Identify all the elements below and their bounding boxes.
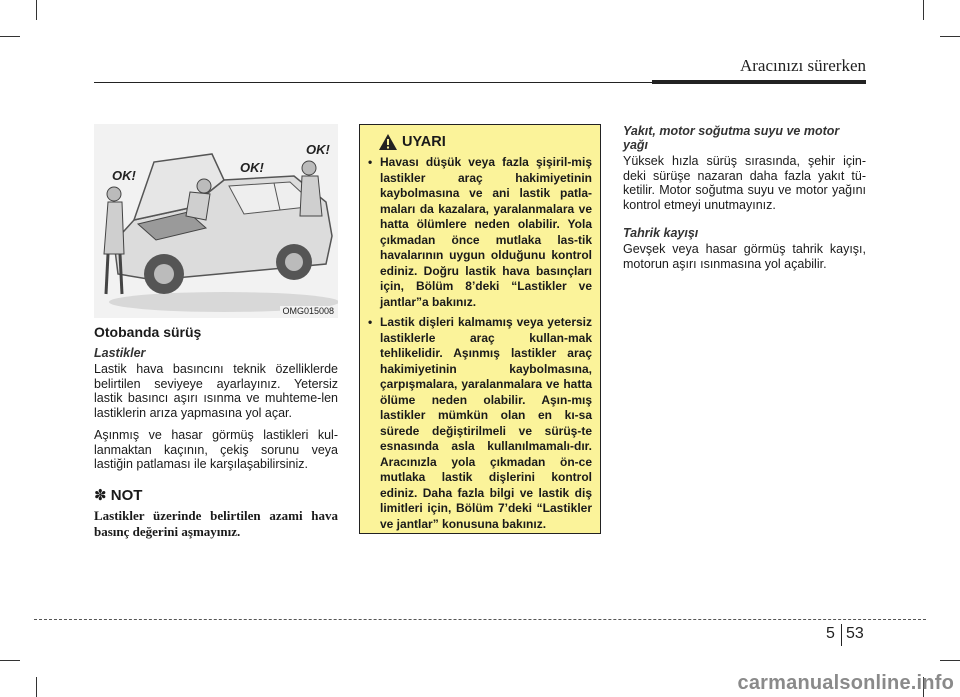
subsection-title: Tahrik kayışı bbox=[623, 226, 699, 240]
crop-mark bbox=[0, 36, 20, 37]
page-header-title: Aracınızı sürerken bbox=[739, 56, 866, 75]
watermark: carmanualsonline.info bbox=[737, 672, 954, 694]
warning-item: • Lastik dişleri kalmamış veya yetersiz lastiklerle araç kullan-mak tehlikelidir. Aşınmış lastikler araç hakimiyetinin kaybolmasına, çarpışmalara, yaralanmalara ve hatta ölüme neden olabilir. Aşın-mış lastikler mümkün olan en kı-sa sürede değiştirilmeli ve sürüş-te esnasında asla kullanılmamalı-dır. Aracınızla yola çıkmadan ön-ce mutlaka lastik dişlerini kontrol ediniz. Daha fazla bilgi ve lastik diş limitleri için, Bölüm 7’deki “Lastikler ve jantlar” konusuna bakınız. bbox=[368, 315, 592, 532]
chapter-number: 5 bbox=[826, 625, 835, 642]
crop-mark bbox=[923, 0, 924, 20]
page-number: 53 bbox=[846, 625, 864, 642]
footer-rule bbox=[34, 619, 926, 620]
crop-mark bbox=[36, 0, 37, 20]
right-column bbox=[623, 124, 866, 279]
subsection-title: Yakıt, motor soğutma suyu ve motor yağı bbox=[623, 124, 840, 152]
header-bar bbox=[652, 80, 866, 84]
warning-item: • Havası düşük veya fazla şişiril-miş lastikler araç hakimiyetinin kaybolmasına ve ani lastik patla-maları da kazalara, yaralanmalara ve hatta ölümlere neden olabilir. Yola çıkmadan önce mutlaka las-tik havalarının uygun olduğunu kontrol ediniz. Doğru lastik hava basınçları için, Bölüm 8’deki “Lastikler ve jantlar”a bakınız. bbox=[368, 155, 592, 310]
section-title: Otobanda sürüş bbox=[94, 324, 202, 340]
body-paragraph: Gevşek veya hasar görmüş tahrik kayışı, motorun aşırı ısınmasına yol açabilir. bbox=[623, 242, 866, 271]
ok-label: OK! bbox=[240, 160, 264, 175]
image-code: OMG015008 bbox=[282, 306, 334, 316]
note-text: Lastikler üzerinde belirtilen azami hava basınç değerini aşmayınız. bbox=[94, 507, 338, 539]
warning-heading: UYARI bbox=[402, 134, 446, 150]
subsection-title: Lastikler bbox=[94, 346, 146, 360]
crop-mark bbox=[940, 36, 960, 37]
left-column bbox=[94, 124, 338, 540]
crop-mark bbox=[36, 677, 37, 697]
warning-triangle-icon bbox=[378, 133, 398, 151]
ok-label: OK! bbox=[112, 168, 136, 183]
body-paragraph: Lastik hava basıncını teknik özelliklerde belirtilen seviyeye ayarlayınız. Yetersiz lastik basıncı aşırı ısınma ve muhteme-len lastiklerin arıza yapmasına yol açar. bbox=[94, 362, 338, 420]
ok-label: OK! bbox=[306, 142, 330, 157]
body-paragraph: Aşınmış ve hasar görmüş lastikleri kul-lanmaktan kaçının, çekiş sorunu veya lastiğin patlaması ile karşılaşabilirsiniz. bbox=[94, 428, 338, 471]
warning-header bbox=[378, 133, 592, 151]
crop-mark bbox=[0, 660, 20, 661]
note-heading: ✽ NOT bbox=[94, 486, 143, 504]
body-paragraph: Yüksek hızla sürüş sırasında, şehir için-deki sürüşe nazaran daha fazla yakıt tü-ketilir. Motor soğutma suyu ve motor yağını kontrol etmeyi unutmayınız. bbox=[623, 154, 866, 212]
warning-box bbox=[359, 124, 601, 534]
car-drawing bbox=[94, 124, 338, 318]
warning-list bbox=[368, 155, 592, 532]
car-illustration bbox=[94, 124, 338, 318]
page-separator bbox=[841, 624, 842, 646]
crop-mark bbox=[940, 660, 960, 661]
